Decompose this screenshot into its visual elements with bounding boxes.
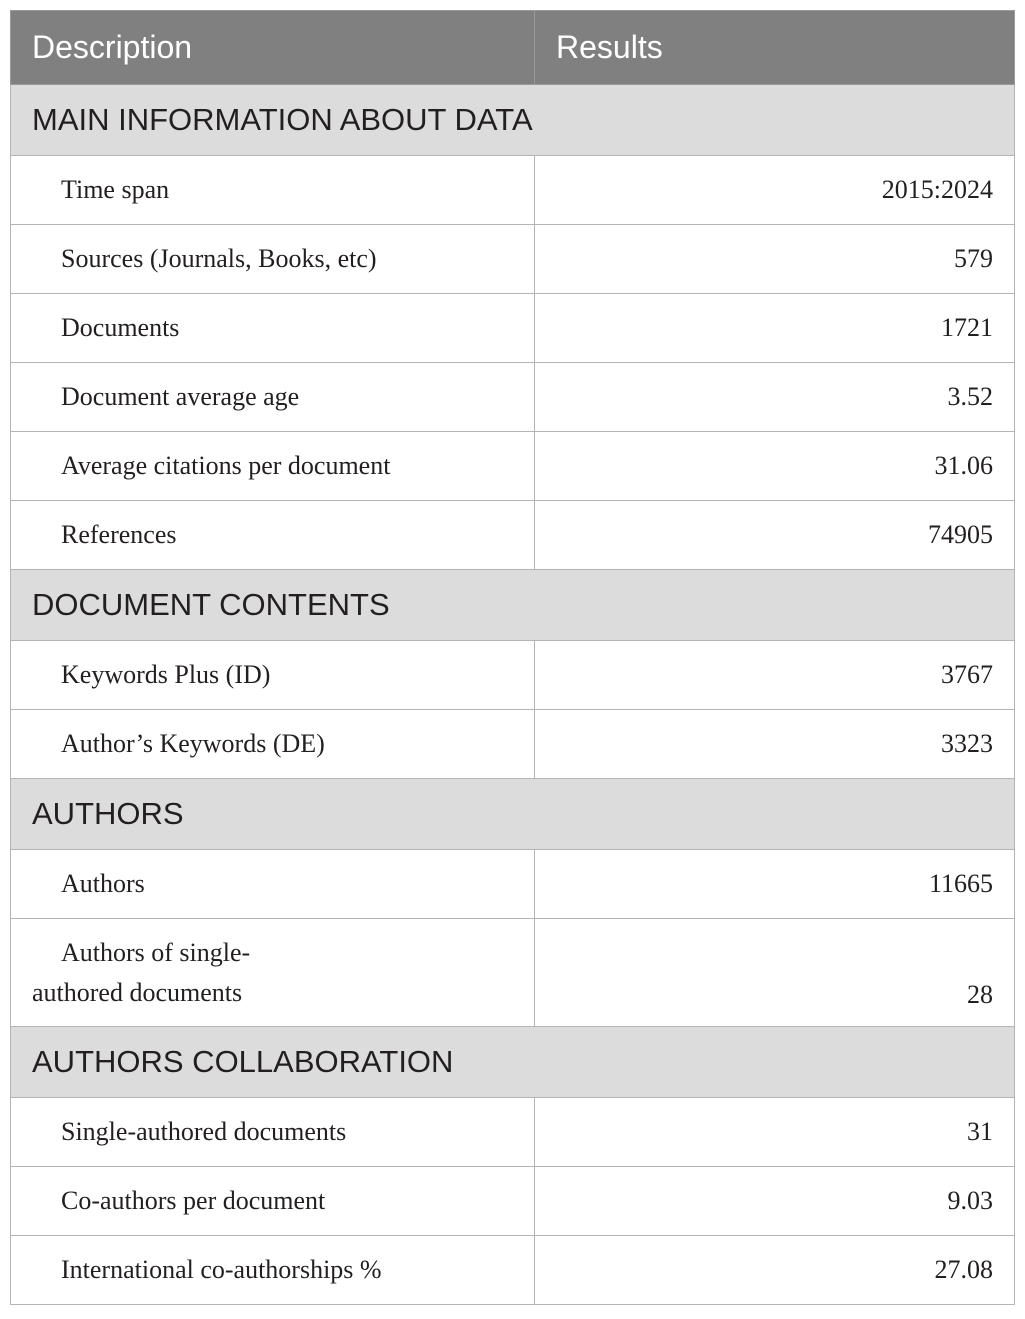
section-title: AUTHORS COLLABORATION bbox=[11, 1027, 1015, 1098]
row-label: Keywords Plus (ID) bbox=[11, 641, 535, 710]
row-label: Author’s Keywords (DE) bbox=[11, 710, 535, 779]
row-value: 74905 bbox=[535, 501, 1015, 570]
row-value: 3323 bbox=[535, 710, 1015, 779]
table-row bbox=[11, 156, 1015, 225]
table-row bbox=[11, 501, 1015, 570]
row-value: 11665 bbox=[535, 850, 1015, 919]
row-value: 3.52 bbox=[535, 363, 1015, 432]
table-row bbox=[11, 294, 1015, 363]
row-label: Document average age bbox=[11, 363, 535, 432]
row-label: Documents bbox=[11, 294, 535, 363]
row-value: 579 bbox=[535, 225, 1015, 294]
table-row bbox=[11, 710, 1015, 779]
row-label: International co-authorships % bbox=[11, 1236, 535, 1305]
table-row bbox=[11, 641, 1015, 710]
row-label-line-2: authored documents bbox=[32, 978, 243, 1007]
summary-table bbox=[10, 10, 1015, 1305]
header-results: Results bbox=[535, 11, 1015, 85]
row-label: References bbox=[11, 501, 535, 570]
table-row bbox=[11, 1098, 1015, 1167]
row-label: Time span bbox=[11, 156, 535, 225]
row-label: Authors bbox=[11, 850, 535, 919]
row-value: 27.08 bbox=[535, 1236, 1015, 1305]
table-row bbox=[11, 850, 1015, 919]
section-title: MAIN INFORMATION ABOUT DATA bbox=[11, 85, 1015, 156]
row-value: 1721 bbox=[535, 294, 1015, 363]
row-label: Single-authored documents bbox=[11, 1098, 535, 1167]
row-value: 28 bbox=[535, 919, 1015, 1027]
row-value: 31 bbox=[535, 1098, 1015, 1167]
row-label: Average citations per document bbox=[11, 432, 535, 501]
table-row bbox=[11, 363, 1015, 432]
section-row bbox=[11, 85, 1015, 156]
header-description: Description bbox=[11, 11, 535, 85]
row-value: 31.06 bbox=[535, 432, 1015, 501]
row-label: Co-authors per document bbox=[11, 1167, 535, 1236]
row-value: 2015:2024 bbox=[535, 156, 1015, 225]
row-label-line-1: Authors of single- bbox=[61, 938, 251, 967]
section-title: AUTHORS bbox=[11, 779, 1015, 850]
row-value: 3767 bbox=[535, 641, 1015, 710]
table-row bbox=[11, 1236, 1015, 1305]
table-row bbox=[11, 432, 1015, 501]
table-row bbox=[11, 919, 1015, 1027]
row-label bbox=[11, 919, 535, 1027]
row-label: Sources (Journals, Books, etc) bbox=[11, 225, 535, 294]
table-row bbox=[11, 225, 1015, 294]
section-title: DOCUMENT CONTENTS bbox=[11, 570, 1015, 641]
table-row bbox=[11, 1167, 1015, 1236]
section-row bbox=[11, 1027, 1015, 1098]
header-row bbox=[11, 11, 1015, 85]
row-value: 9.03 bbox=[535, 1167, 1015, 1236]
section-row bbox=[11, 779, 1015, 850]
section-row bbox=[11, 570, 1015, 641]
